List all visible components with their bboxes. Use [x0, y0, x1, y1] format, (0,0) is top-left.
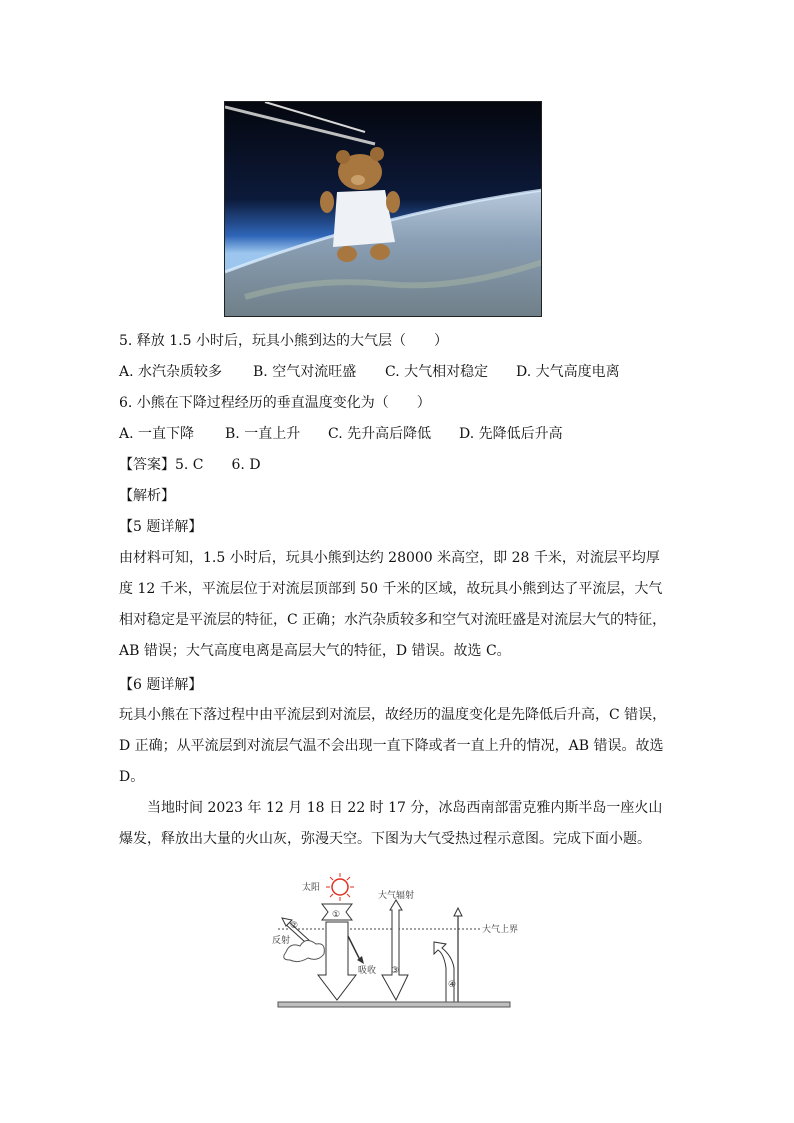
q6-detail-text: 玩具小熊在下落过程中由平流层到对流层，故经历的温度变化是先降低后升高，C 错误，D 正确；从平流层到对流层气温不会出现一直下降或者一直上升的情况，AB 错误。故选 D。	[119, 707, 667, 785]
q6-options	[119, 424, 563, 444]
answer-line: 【答案】5. C 6. D	[119, 457, 261, 473]
analysis-label: 【解析】	[119, 488, 175, 504]
ground-radiation-arrow	[434, 942, 457, 1002]
q5-detail-label: 【5 题详解】	[119, 519, 203, 535]
atmosphere-heating-diagram	[268, 870, 528, 1015]
label-2: ②	[290, 921, 299, 931]
q6-option-b: B. 一直上升	[225, 426, 301, 442]
label-3: ③	[391, 966, 400, 976]
q5-option-a: A. 水汽杂质较多	[119, 364, 223, 380]
ground-surface	[278, 1002, 510, 1007]
label-4: ④	[448, 980, 457, 990]
teddy-bear-space-photo	[224, 101, 542, 317]
intro-paragraph: 当地时间 2023 年 12 月 18 日 22 时 17 分，冰岛西南部雷克雅内斯半岛一座火山爆发，释放出大量的火山灰，弥漫天空。下图为大气受热过程示意图。完成下面小题。	[119, 800, 663, 847]
q6-stem: 6. 小熊在下降过程经历的垂直温度变化为（ ）	[119, 395, 431, 411]
solar-radiation-arrow	[318, 922, 356, 1000]
atmospheric-radiation-arrow	[382, 900, 408, 1000]
absorb-label: 吸收	[358, 966, 377, 976]
q5-options	[119, 362, 620, 382]
q5-option-d: D. 大气高度电离	[516, 364, 620, 380]
q5-option-b: B. 空气对流旺盛	[253, 364, 357, 380]
q6-detail-label: 【6 题详解】	[119, 677, 203, 693]
atmosphere-top-label: 大气上界	[482, 925, 519, 935]
atmospheric-radiation-label: 大气辐射	[378, 891, 415, 901]
q6-option-c: C. 先升高后降低	[328, 426, 432, 442]
q6-option-d: D. 先降低后升高	[459, 426, 563, 442]
sun-label: 太阳	[302, 883, 321, 893]
reflect-label: 反射	[272, 936, 291, 946]
sun-icon	[326, 873, 354, 901]
q5-stem: 5. 释放 1.5 小时后，玩具小熊到达的大气层（ ）	[119, 333, 448, 349]
q5-detail-text: 由材料可知，1.5 小时后，玩具小熊到达约 28000 米高空，即 28 千米，对流层平均厚度 12 千米，平流层位于对流层顶部到 50 千米的区域，故玩具小熊到达了平流层，大气相对稳定是平流层的特征，C 正确；水汽杂质较多和空气对流旺盛是对流层大气的特征，AB 错误；大气高度电离是高层大气的特征，D 错误。故选 C。	[119, 550, 667, 659]
q5-option-c: C. 大气相对稳定	[385, 364, 489, 380]
label-1: ①	[332, 910, 341, 920]
q6-option-a: A. 一直下降	[119, 426, 195, 442]
